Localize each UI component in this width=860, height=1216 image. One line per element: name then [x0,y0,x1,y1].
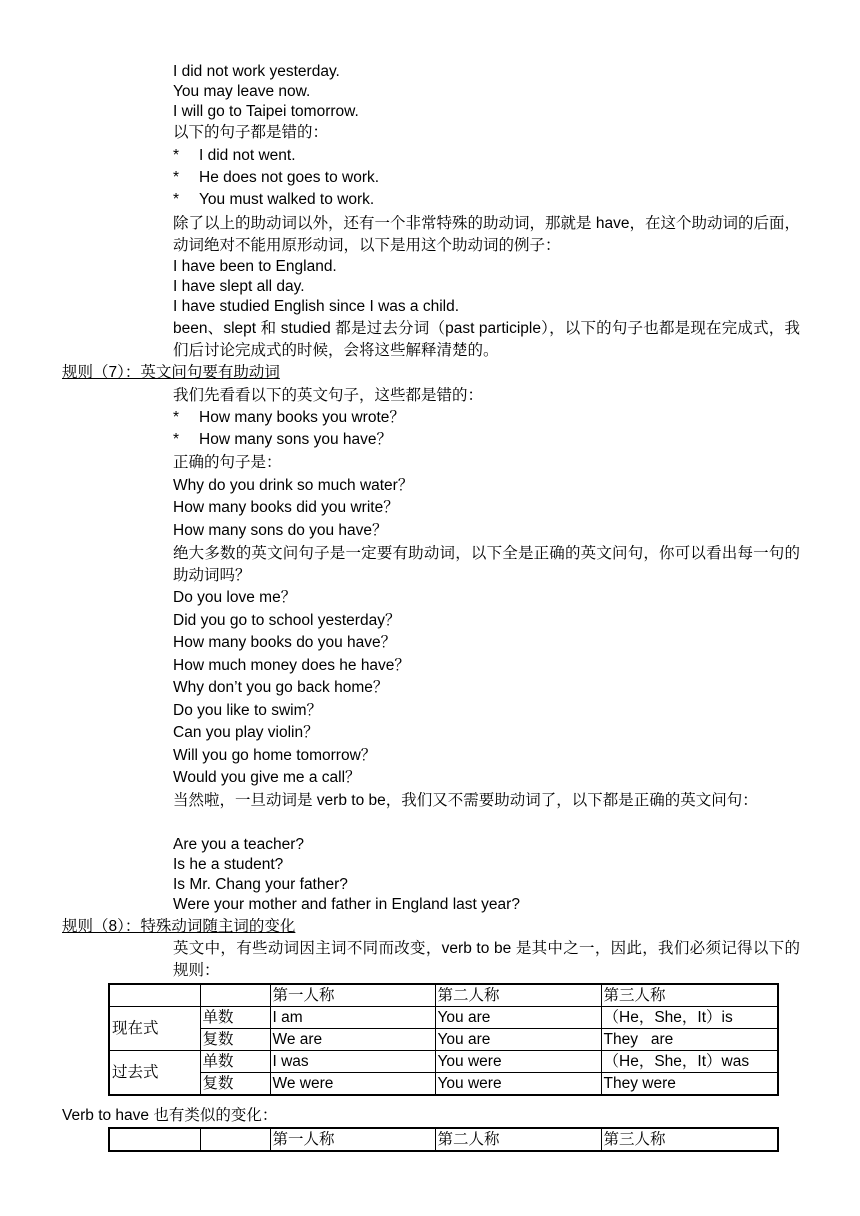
wrong-example: * How many books you wrote？ [173,409,405,426]
table-cell: They were [601,1073,778,1096]
table-cell [200,1128,270,1151]
text-line: I have studied English since I was a child. [173,298,460,315]
text-line: Is Mr. Chang your father? [173,876,348,893]
table-cell: You were [435,1051,601,1073]
table-row [109,1051,778,1073]
wrong-example: * I did not went. [173,147,296,164]
question-line: Do you like to swim？ [173,702,323,719]
question-line: How much money does he have？ [173,657,410,674]
text-line: I did not work yesterday. [173,63,340,80]
table-cell: You are [435,1029,601,1051]
text-line: 正确的句子是： [173,454,282,471]
past-tense-label: 过去式 [109,1051,200,1096]
table-cell: I am [270,1007,435,1029]
text-line: How many books did you write？ [173,499,399,516]
table-cell [109,1128,200,1151]
singular-label: 单数 [200,1051,270,1073]
verb-to-be-table [108,983,779,1096]
header-second-person: 第二人称 [435,1128,601,1151]
question-line: Did you go to school yesterday？ [173,612,401,629]
star-marker: * [173,409,180,426]
table-row [109,1073,778,1096]
text-line: Why do you drink so much water？ [173,477,414,494]
table-cell: They are [601,1029,778,1051]
verb-to-have-table [108,1127,779,1152]
header-third-person: 第三人称 [601,984,778,1007]
header-first-person: 第一人称 [270,984,435,1007]
table-cell: （He，She，It）was [601,1051,778,1073]
table-cell [109,984,200,1007]
plural-label: 复数 [200,1029,270,1051]
paragraph: 绝大多数的英文问句子是一定要有助动词，以下全是正确的英文问句，你可以看出每一句的助动词吗？ [173,545,800,584]
text-line: You may leave now. [173,83,311,100]
header-second-person: 第二人称 [435,984,601,1007]
question-line: Will you go home tomorrow？ [173,747,377,764]
table-row [109,984,778,1007]
question-line: Why don’t you go back home？ [173,679,389,696]
table-cell [200,984,270,1007]
singular-label: 单数 [200,1007,270,1029]
text-line: I have slept all day. [173,278,305,295]
table-row [109,1007,778,1029]
wrong-example: * He does not goes to work. [173,169,380,186]
table-cell: （He，She，It）is [601,1007,778,1029]
rule-7-heading: 规则（7）：英文问句要有助动词 [62,364,280,381]
header-first-person: 第一人称 [270,1128,435,1151]
question-line: Do you love me？ [173,589,297,606]
paragraph: been、slept 和 studied 都是过去分词（past participle），以下的句子也都是现在完成式，我们后讨论完成式的时候，会将这些解释清楚的。 [173,320,800,359]
text-line: How many sons do you have？ [173,522,388,539]
text-line: Are you a teacher? [173,836,304,853]
text-line: Is he a student? [173,856,284,873]
text-line: 以下的句子都是错的： [173,124,329,141]
table-cell: We were [270,1073,435,1096]
question-line: How many books do you have？ [173,634,397,651]
wrong-example: * You must walked to work. [173,191,375,208]
question-line: Can you play violin？ [173,724,319,741]
question-line: Would you give me a call？ [173,769,361,786]
paragraph: 当然啦，一旦动词是 verb to be，我们又不需要助动词了，以下都是正确的英文问句： [173,792,758,809]
wrong-example: * How many sons you have？ [173,431,392,448]
star-marker: * [173,169,180,186]
paragraph: 除了以上的助动词以外，还有一个非常特殊的助动词，那就是 have，在这个助动词的后面，动词绝对不能用原形动词，以下是用这个助动词的例子： [173,215,800,254]
verb-to-have-note: Verb to have 也有类似的变化： [62,1107,278,1124]
table-cell: You were [435,1073,601,1096]
table-cell: I was [270,1051,435,1073]
text-line: I have been to England. [173,258,337,275]
header-third-person: 第三人称 [601,1128,778,1151]
text-line: 我们先看看以下的英文句子，这些都是错的： [173,387,484,404]
table-cell: We are [270,1029,435,1051]
text-line: I will go to Taipei tomorrow. [173,103,359,120]
present-tense-label: 现在式 [109,1007,200,1051]
plural-label: 复数 [200,1073,270,1096]
paragraph: 英文中，有些动词因主词不同而改变，verb to be 是其中之一，因此，我们必须记得以下的规则： [173,940,800,979]
rule-8-heading: 规则（8）：特殊动词随主词的变化 [62,918,296,935]
table-row [109,1029,778,1051]
star-marker: * [173,147,180,164]
table-row [109,1128,778,1151]
star-marker: * [173,431,180,448]
text-line: Were your mother and father in England last year? [173,896,520,913]
table-cell: You are [435,1007,601,1029]
star-marker: * [173,191,180,208]
